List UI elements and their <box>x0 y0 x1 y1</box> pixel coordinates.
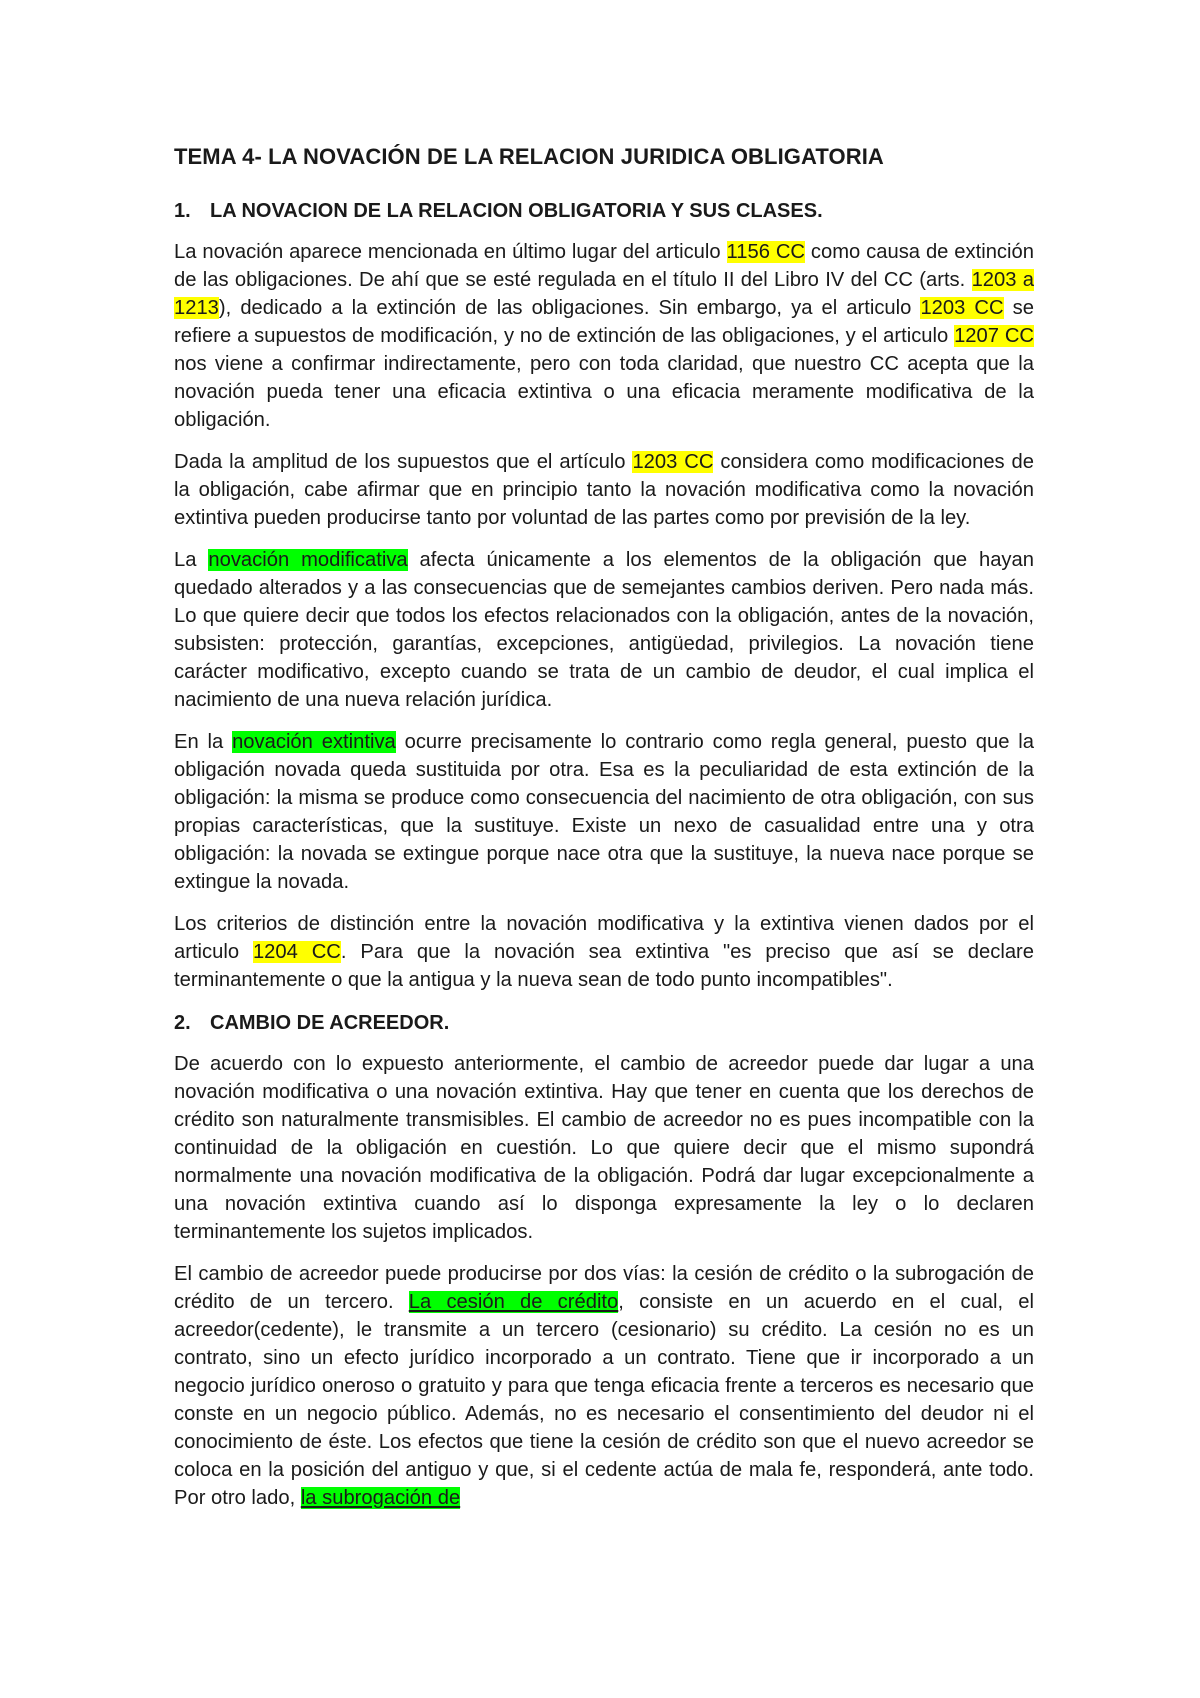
highlight-article-1203: 1203 CC <box>632 451 714 473</box>
paragraph-text: . Para que la novación sea extintiva "es preciso que así se declare terminantemente o que la antigua y la nueva sean de todo punto incompatibles". <box>174 941 1035 991</box>
highlight-cesion-de-credito: La cesión de crédito <box>408 1291 619 1313</box>
highlight-novacion-modificativa: novación modificativa <box>208 549 408 571</box>
paragraph-text: ), dedicado a la extinción de las obligaciones. Sin embargo, ya el articulo <box>218 297 921 319</box>
paragraph-4 <box>174 728 1034 896</box>
highlight-articles-1203-1213: 1203 a 1213 <box>174 269 1035 319</box>
paragraph-1 <box>174 238 1034 434</box>
paragraph-text: como causa de extinción de las obligaciones. De ahí que se esté regulada en el título II del Libro IV del CC (arts. <box>174 241 1034 291</box>
section-2-heading <box>174 1008 1034 1038</box>
paragraph-5 <box>174 910 1034 994</box>
section-1-heading <box>174 196 1034 226</box>
section-1-number: 1. <box>174 200 191 222</box>
paragraph-text: La <box>174 549 209 571</box>
section-1-title: LA NOVACION DE LA RELACION OBLIGATORIA Y SUS CLASES. <box>210 200 823 222</box>
highlight-article-1156: 1156 CC <box>726 241 805 263</box>
paragraph-2 <box>174 448 1034 532</box>
paragraph-7 <box>174 1260 1034 1512</box>
paragraph-6: De acuerdo con lo expuesto anteriormente, el cambio de acreedor puede dar lugar a una novación modificativa o una novación extintiva. Hay que tener en cuenta que los derechos de crédito son naturalmente transmisibles. El cambio de acreedor no es pues incompatible con la continuidad de la obligación en cuestión. Lo que quiere decir que el mismo supondrá normalmente una novación modificativa de la obligación. Podrá dar lugar excepcionalmente a una novación extintiva cuando así lo disponga expresamente la ley o lo declaren terminantemente los sujetos implicados. <box>174 1053 1034 1243</box>
highlight-novacion-extintiva: novación extintiva <box>232 731 396 753</box>
paragraph-text: se refiere a supuestos de modificación, y no de extinción de las obligaciones, y el articulo <box>174 297 1034 347</box>
paragraph-text: En la <box>174 731 233 753</box>
document-title: TEMA 4- LA NOVACIÓN DE LA RELACION JURIDICA OBLIGATORIA <box>174 144 884 169</box>
highlight-article-1203: 1203 CC <box>920 297 1004 319</box>
paragraph-3 <box>174 546 1034 714</box>
paragraph-text: , consiste en un acuerdo en el cual, el acreedor(cedente), le transmite a un tercero (cesionario) su crédito. La cesión no es un contrato, sino un efecto jurídico incorporado a un contrato. Tiene que ir incorporado a un negocio jurídico oneroso o gratuito y para que tenga eficacia frente a terceros es necesario que conste en un negocio público. Además, no es necesario el consentimiento del deudor ni el conocimiento de éste. Los efectos que tiene la cesión de crédito son que el nuevo acreedor se coloca en la posición del antiguo y que, si el cedente actúa de mala fe, responderá, ante todo. Por otro lado, <box>174 1291 1035 1509</box>
paragraph-text: afecta únicamente a los elementos de la obligación que hayan quedado alterados y a las consecuencias que de semejantes cambios deriven. Pero nada más. Lo que quiere decir que todos los efectos relacionados con la obligación, antes de la novación, subsisten: protección, garantías, excepciones, antigüedad, privilegios. La novación tiene carácter modificativo, excepto cuando se trata de un cambio de deudor, el cual implica el nacimiento de una nueva relación jurídica. <box>174 549 1034 711</box>
paragraph-text: El cambio de acreedor puede producirse por dos vías: la cesión de crédito o la subrogación de crédito de un tercero. <box>174 1263 1034 1313</box>
paragraph-text: considera como modificaciones de la obligación, cabe afirmar que en principio tanto la novación modificativa como la novación extintiva pueden producirse tanto por voluntad de las partes como por previsión de la ley. <box>174 451 1035 529</box>
paragraph-text: Los criterios de distinción entre la novación modificativa y la extintiva vienen dados por el articulo <box>174 913 1034 963</box>
highlight-article-1207: 1207 CC <box>954 325 1034 347</box>
highlight-article-1204: 1204 CC <box>252 941 341 963</box>
highlight-subrogacion: la subrogación de <box>300 1487 461 1509</box>
paragraph-text: Dada la amplitud de los supuestos que el artículo <box>174 451 633 473</box>
section-2-number: 2. <box>174 1012 191 1034</box>
paragraph-text: ocurre precisamente lo contrario como regla general, puesto que la obligación novada queda sustituida por otra. Esa es la peculiaridad de esta extinción de la obligación: la misma se produce como consecuencia del nacimiento de otra obligación, con sus propias características, que la sustituye. Existe un nexo de casualidad entre una y otra obligación: la novada se extingue porque nace otra que la sustituye, la nueva nace porque se extingue la novada. <box>174 731 1034 893</box>
paragraph-text: La novación aparece mencionada en último lugar del articulo <box>174 241 727 263</box>
section-2-title: CAMBIO DE ACREEDOR. <box>210 1012 450 1034</box>
document-page <box>174 138 1034 1526</box>
paragraph-text: nos viene a confirmar indirectamente, pero con toda claridad, que nuestro CC acepta que la novación pueda tener una eficacia extintiva o una eficacia meramente modificativa de la obligación. <box>174 353 1034 431</box>
